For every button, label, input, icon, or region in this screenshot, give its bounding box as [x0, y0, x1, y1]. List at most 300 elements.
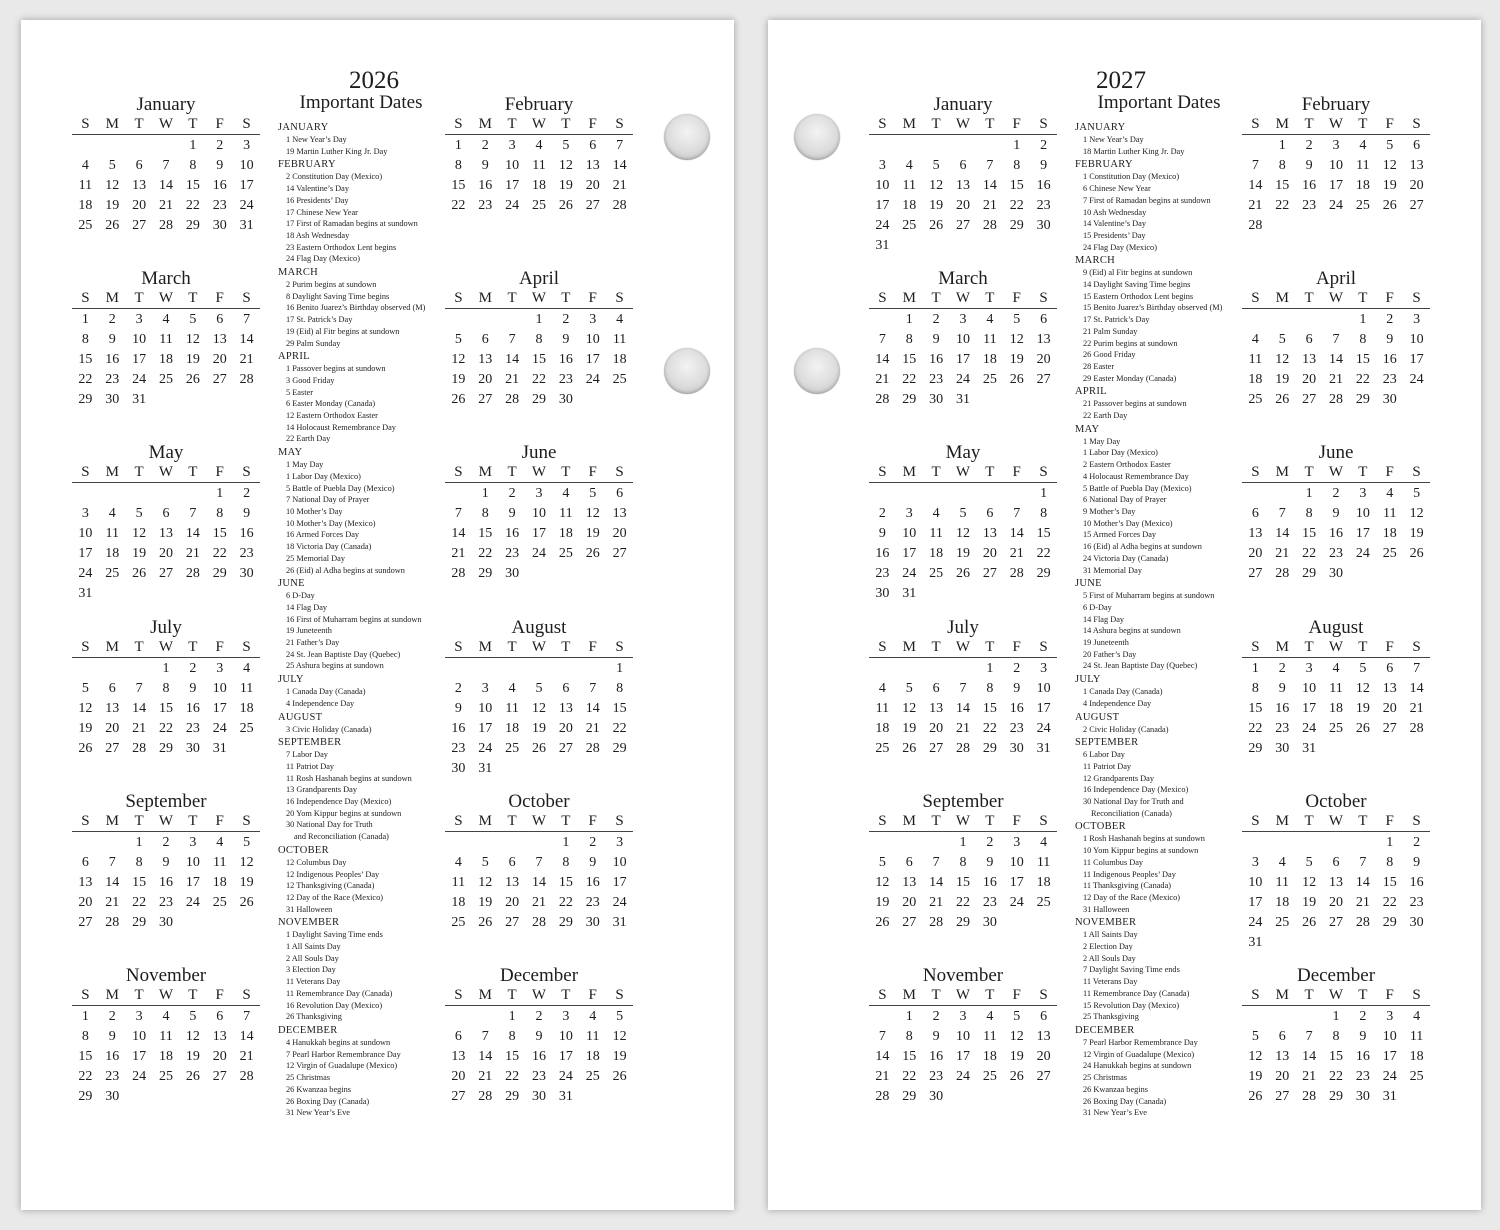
day-cell: 10: [875, 178, 890, 193]
day-cell: 27: [212, 372, 227, 387]
day-cell: 19: [185, 1049, 200, 1064]
day-cell: 17: [1409, 352, 1424, 367]
holiday-month-heading: APRIL: [1075, 386, 1107, 398]
weekday-label: T: [1304, 639, 1314, 655]
holiday-item: 10 Mother’s Day: [286, 506, 343, 516]
weekday-label: T: [507, 116, 517, 132]
day-cell: 10: [1248, 875, 1263, 890]
month-september: [869, 792, 1057, 933]
day-cell: 28: [875, 392, 890, 407]
holiday-item: 31 Halloween: [286, 904, 333, 914]
day-cell: 23: [531, 1069, 546, 1084]
weekday-label: S: [615, 813, 624, 829]
day-cell: 6: [1305, 332, 1313, 347]
weekday-label: M: [478, 116, 492, 132]
day-cell: 26: [1382, 198, 1397, 213]
weekday-label: S: [878, 813, 887, 829]
day-cell: 17: [185, 875, 200, 890]
day-cell: 20: [1302, 372, 1317, 387]
day-cell: 21: [585, 721, 600, 736]
holiday-month-heading: APRIL: [278, 351, 310, 363]
weekday-label: S: [81, 813, 90, 829]
weekday-label: T: [1304, 987, 1314, 1003]
holiday-item: 12 Grandparents Day: [1083, 773, 1154, 783]
weekday-label: T: [561, 464, 571, 480]
weekday-label: M: [105, 987, 119, 1003]
day-cell: 4: [535, 138, 543, 153]
day-cell: 11: [585, 1029, 600, 1044]
day-cell: 27: [505, 915, 520, 930]
weekday-label: T: [561, 987, 571, 1003]
day-cell: 26: [929, 218, 944, 233]
holiday-month-heading: MARCH: [1075, 255, 1116, 267]
weekday-label: T: [1358, 639, 1368, 655]
day-cell: 27: [158, 566, 173, 581]
weekday-label: S: [1251, 987, 1260, 1003]
holiday-item: 25 Christmas: [1083, 1073, 1128, 1083]
day-cell: 8: [162, 681, 170, 696]
day-cell: 5: [81, 681, 89, 696]
day-cell: 24: [478, 741, 493, 756]
weekday-label: W: [955, 290, 971, 306]
weekday-label: F: [1012, 464, 1021, 480]
day-cell: 16: [558, 352, 573, 367]
day-cell: 7: [535, 855, 543, 870]
weekday-label: F: [1012, 116, 1021, 132]
day-cell: 8: [1359, 332, 1367, 347]
day-cell: 21: [505, 372, 520, 387]
day-cell: 24: [1009, 895, 1024, 910]
holiday-item: 1 All Saints Day: [286, 942, 341, 952]
day-cell: 26: [1409, 546, 1424, 561]
day-cell: 16: [1409, 875, 1424, 890]
day-cell: 14: [1248, 178, 1263, 193]
day-cell: 26: [1302, 915, 1317, 930]
empty-day-cell: [472, 310, 499, 330]
day-cell: 25: [875, 741, 890, 756]
weekday-label: W: [531, 464, 547, 480]
holiday-item: 12 Eastern Orthodox Easter: [286, 411, 378, 421]
weekday-label: F: [215, 464, 224, 480]
day-cell: 25: [902, 218, 917, 233]
weekday-label: S: [1412, 639, 1421, 655]
day-cell: 3: [481, 681, 489, 696]
day-cell: 11: [983, 332, 997, 347]
empty-day-cell: [1296, 310, 1323, 330]
day-cell: 22: [1328, 1069, 1343, 1084]
day-cell: 28: [531, 915, 546, 930]
day-cell: 17: [1248, 895, 1263, 910]
holiday-item: 15 Benito Juarez’s Birthday observed (M): [1083, 303, 1223, 313]
day-cell: 10: [902, 526, 917, 541]
weekday-label: T: [188, 290, 198, 306]
empty-day-cell: [950, 659, 977, 679]
day-grid: [1242, 659, 1430, 759]
day-cell: 27: [105, 741, 120, 756]
day-cell: 6: [562, 681, 570, 696]
day-cell: 12: [1248, 1049, 1263, 1064]
day-grid: [1242, 833, 1430, 953]
day-cell: 11: [505, 701, 519, 716]
day-cell: 20: [902, 895, 917, 910]
month-october: [445, 792, 633, 933]
day-cell: 5: [616, 1009, 624, 1024]
day-cell: 12: [105, 178, 120, 193]
month-name: November: [125, 965, 207, 986]
month-november: [869, 966, 1057, 1107]
weekday-label: S: [242, 290, 251, 306]
day-cell: 7: [162, 158, 170, 173]
weekday-label: T: [188, 116, 198, 132]
weekday-label: W: [158, 813, 174, 829]
day-cell: 26: [105, 218, 120, 233]
month-name: December: [499, 965, 579, 986]
day-cell: 7: [243, 1009, 251, 1024]
day-cell: 7: [878, 332, 886, 347]
weekday-label: W: [531, 639, 547, 655]
day-cell: 23: [105, 372, 120, 387]
day-cell: 1: [481, 486, 489, 501]
day-cell: 17: [132, 352, 147, 367]
day-cell: 30: [1382, 392, 1397, 407]
holiday-item: 16 Independence Day (Mexico): [1083, 785, 1189, 795]
day-cell: 3: [1013, 835, 1021, 850]
weekday-label: W: [1328, 987, 1344, 1003]
weekday-label: S: [81, 290, 90, 306]
weekday-label: F: [1012, 290, 1021, 306]
day-cell: 14: [1302, 1049, 1317, 1064]
day-cell: 9: [189, 681, 197, 696]
day-cell: 23: [558, 372, 573, 387]
day-cell: 12: [558, 158, 573, 173]
day-cell: 13: [212, 332, 227, 347]
month-name: September: [125, 791, 207, 812]
day-cell: 4: [905, 158, 913, 173]
weekday-label: W: [158, 116, 174, 132]
day-cell: 16: [105, 1049, 120, 1064]
day-cell: 19: [1248, 1069, 1263, 1084]
day-grid: [445, 484, 633, 584]
weekday-label: S: [1251, 116, 1260, 132]
day-cell: 28: [1248, 218, 1263, 233]
day-cell: 8: [535, 332, 543, 347]
day-cell: 1: [1305, 486, 1313, 501]
day-cell: 4: [1251, 332, 1259, 347]
day-cell: 30: [585, 915, 600, 930]
holiday-item: 12 Columbus Day: [286, 857, 347, 867]
weekday-label: S: [615, 987, 624, 1003]
month-name: June: [1318, 442, 1354, 463]
day-cell: 3: [243, 138, 251, 153]
day-cell: 13: [132, 178, 147, 193]
day-cell: 22: [1009, 198, 1024, 213]
holiday-item: 6 D-Day: [1083, 602, 1112, 612]
empty-day-cell: [72, 659, 99, 679]
weekday-label: M: [105, 464, 119, 480]
day-grid: [72, 310, 260, 410]
day-cell: 8: [508, 1029, 516, 1044]
empty-day-cell: [1242, 833, 1269, 853]
day-cell: 27: [478, 392, 493, 407]
day-cell: 3: [1251, 855, 1259, 870]
day-cell: 6: [1413, 138, 1421, 153]
weekday-label: T: [561, 116, 571, 132]
weekday-label: F: [215, 987, 224, 1003]
day-cell: 20: [451, 1069, 466, 1084]
holiday-item: 18 Martin Luther King Jr. Day: [1083, 146, 1185, 156]
day-cell: 5: [1386, 138, 1394, 153]
day-cell: 23: [451, 741, 466, 756]
weekday-label: W: [1328, 464, 1344, 480]
day-cell: 7: [454, 506, 462, 521]
day-cell: 20: [1275, 1069, 1290, 1084]
day-cell: 7: [508, 332, 516, 347]
holiday-item: 10 Mother’s Day (Mexico): [1083, 518, 1173, 528]
holiday-item: 15 Presidents’ Day: [1083, 230, 1146, 240]
day-cell: 21: [929, 895, 944, 910]
empty-day-cell: [72, 136, 99, 156]
day-cell: 17: [212, 701, 227, 716]
day-cell: 4: [1386, 486, 1394, 501]
holiday-item: 10 Ash Wednesday: [1083, 207, 1147, 217]
month-name: July: [150, 617, 182, 638]
day-cell: 9: [1359, 1029, 1367, 1044]
weekday-label: M: [105, 639, 119, 655]
day-cell: 27: [78, 915, 93, 930]
weekday-label: M: [902, 464, 916, 480]
day-cell: 14: [185, 526, 200, 541]
holiday-item: 11 Veterans Day: [286, 977, 341, 987]
weekday-label: F: [588, 116, 597, 132]
day-cell: 19: [1409, 526, 1424, 541]
day-cell: 25: [1036, 895, 1051, 910]
empty-day-cell: [126, 136, 153, 156]
day-cell: 25: [982, 1069, 997, 1084]
day-cell: 16: [1009, 701, 1024, 716]
empty-day-cell: [923, 659, 950, 679]
day-cell: 7: [481, 1029, 489, 1044]
day-cell: 30: [929, 1089, 944, 1104]
day-cell: 21: [478, 1069, 493, 1084]
day-cell: 10: [1036, 681, 1051, 696]
holiday-item: 5 Battle of Puebla Day (Mexico): [286, 483, 395, 493]
holiday-item: 16 Benito Juarez’s Birthday observed (M): [286, 303, 426, 313]
day-cell: 5: [932, 158, 940, 173]
day-cell: 31: [78, 586, 93, 601]
day-cell: 27: [1382, 721, 1397, 736]
day-cell: 21: [1009, 546, 1024, 561]
day-cell: 21: [1328, 372, 1343, 387]
day-cell: 16: [212, 178, 227, 193]
day-cell: 14: [1328, 352, 1343, 367]
day-cell: 2: [878, 506, 886, 521]
day-cell: 28: [1328, 392, 1343, 407]
day-cell: 24: [1248, 915, 1263, 930]
day-cell: 5: [959, 506, 967, 521]
day-cell: 24: [1409, 372, 1424, 387]
day-cell: 24: [902, 566, 917, 581]
day-cell: 12: [902, 701, 917, 716]
day-cell: 28: [132, 741, 147, 756]
holiday-month-heading: JANUARY: [278, 122, 329, 133]
day-cell: 31: [875, 238, 890, 253]
day-cell: 18: [1275, 895, 1290, 910]
month-june: [1242, 443, 1430, 584]
day-grid: [869, 484, 1057, 604]
day-cell: 28: [478, 1089, 493, 1104]
day-cell: 21: [1248, 198, 1263, 213]
weekday-label: W: [1328, 813, 1344, 829]
day-cell: 13: [982, 526, 997, 541]
day-cell: 21: [531, 895, 546, 910]
day-cell: 15: [1328, 1049, 1343, 1064]
empty-day-cell: [445, 1007, 472, 1027]
day-cell: 1: [162, 661, 170, 676]
weekday-label: S: [454, 464, 463, 480]
weekday-header: [72, 986, 260, 1006]
day-cell: 23: [1302, 198, 1317, 213]
day-cell: 28: [1009, 566, 1024, 581]
day-cell: 10: [531, 506, 546, 521]
day-cell: 5: [189, 312, 197, 327]
day-cell: 27: [955, 218, 970, 233]
day-cell: 2: [1386, 312, 1394, 327]
day-cell: 13: [158, 526, 173, 541]
day-cell: 8: [481, 506, 489, 521]
weekday-header: [1242, 289, 1430, 309]
day-cell: 9: [562, 332, 570, 347]
day-cell: 28: [185, 566, 200, 581]
day-cell: 22: [478, 546, 493, 561]
month-march: [869, 269, 1057, 410]
weekday-label: F: [1385, 290, 1394, 306]
holiday-item: 26 Kwanzaa begins: [286, 1084, 351, 1094]
day-cell: 22: [902, 1069, 917, 1084]
holiday-item: 16 Armed Forces Day: [286, 530, 360, 540]
day-cell: 28: [929, 915, 944, 930]
day-cell: 3: [905, 506, 913, 521]
day-cell: 22: [902, 372, 917, 387]
day-cell: 17: [955, 1049, 970, 1064]
day-cell: 29: [212, 566, 227, 581]
day-cell: 4: [162, 1009, 170, 1024]
day-cell: 10: [1355, 506, 1370, 521]
day-cell: 3: [508, 138, 516, 153]
weekday-label: T: [507, 464, 517, 480]
day-cell: 5: [189, 1009, 197, 1024]
day-cell: 10: [955, 332, 970, 347]
holiday-item: 25 Memorial Day: [286, 553, 345, 563]
day-cell: 17: [132, 1049, 147, 1064]
day-cell: 3: [1040, 661, 1048, 676]
holiday-item: 1 Daylight Saving Time ends: [286, 930, 383, 940]
day-cell: 22: [1302, 546, 1317, 561]
important-dates-list: [278, 120, 448, 1119]
day-cell: 14: [929, 875, 944, 890]
day-cell: 5: [135, 506, 143, 521]
weekday-label: S: [1039, 639, 1048, 655]
day-cell: 3: [135, 312, 143, 327]
day-cell: 13: [929, 701, 944, 716]
holiday-item: 11 Columbus Day: [1083, 857, 1144, 867]
day-cell: 24: [212, 721, 227, 736]
weekday-label: T: [134, 813, 144, 829]
weekday-label: T: [188, 987, 198, 1003]
day-cell: 3: [216, 661, 224, 676]
day-cell: 24: [239, 198, 254, 213]
day-cell: 7: [959, 681, 967, 696]
day-cell: 9: [508, 506, 516, 521]
day-cell: 16: [929, 352, 944, 367]
day-cell: 13: [1036, 1029, 1051, 1044]
day-cell: 7: [108, 855, 116, 870]
day-cell: 2: [216, 138, 224, 153]
day-cell: 29: [1328, 1089, 1343, 1104]
day-cell: 12: [1355, 681, 1370, 696]
weekday-label: W: [955, 464, 971, 480]
weekday-label: T: [507, 987, 517, 1003]
day-cell: 18: [982, 1049, 997, 1064]
binder-hole: [794, 348, 840, 394]
day-cell: 10: [505, 158, 520, 173]
day-cell: 4: [1413, 1009, 1421, 1024]
day-cell: 4: [108, 506, 116, 521]
day-cell: 11: [78, 178, 93, 193]
day-cell: 5: [905, 681, 913, 696]
day-cell: 25: [1328, 721, 1343, 736]
day-cell: 15: [558, 875, 573, 890]
empty-day-cell: [445, 310, 472, 330]
holiday-item: 7 Labor Day: [286, 750, 328, 760]
day-cell: 21: [158, 198, 173, 213]
weekday-label: T: [1304, 290, 1314, 306]
day-cell: 6: [589, 138, 597, 153]
holiday-item: 6 Chinese New Year: [1083, 184, 1151, 194]
day-cell: 30: [929, 392, 944, 407]
day-cell: 10: [955, 1029, 970, 1044]
holiday-item: 11 Thanksgiving (Canada): [1083, 881, 1172, 891]
day-cell: 27: [585, 198, 600, 213]
day-cell: 17: [1302, 701, 1317, 716]
weekday-label: T: [1304, 813, 1314, 829]
day-cell: 5: [1013, 1009, 1021, 1024]
important-dates-title: Important Dates: [299, 92, 423, 113]
day-cell: 3: [135, 1009, 143, 1024]
day-cell: 30: [105, 1089, 120, 1104]
weekday-header: [72, 812, 260, 832]
day-cell: 20: [929, 721, 944, 736]
day-cell: 6: [454, 1029, 462, 1044]
holiday-item: 14 Ashura begins at sundown: [1083, 626, 1181, 636]
day-cell: 10: [132, 1029, 147, 1044]
empty-day-cell: [896, 833, 923, 853]
empty-day-cell: [579, 659, 606, 679]
day-cell: 31: [1302, 741, 1317, 756]
day-cell: 15: [1302, 526, 1317, 541]
holiday-item: 1 Constitution Day (Mexico): [1083, 172, 1180, 182]
holiday-item: 1 New Year’s Day: [1083, 135, 1144, 144]
empty-day-cell: [499, 659, 526, 679]
day-cell: 22: [78, 372, 93, 387]
weekday-header: [72, 115, 260, 135]
day-cell: 16: [158, 875, 173, 890]
year-title: 2027: [1096, 67, 1146, 94]
month-name: January: [136, 94, 196, 115]
day-cell: 21: [185, 546, 200, 561]
weekday-label: M: [1275, 290, 1289, 306]
day-cell: 5: [1359, 661, 1367, 676]
day-cell: 1: [905, 312, 913, 327]
